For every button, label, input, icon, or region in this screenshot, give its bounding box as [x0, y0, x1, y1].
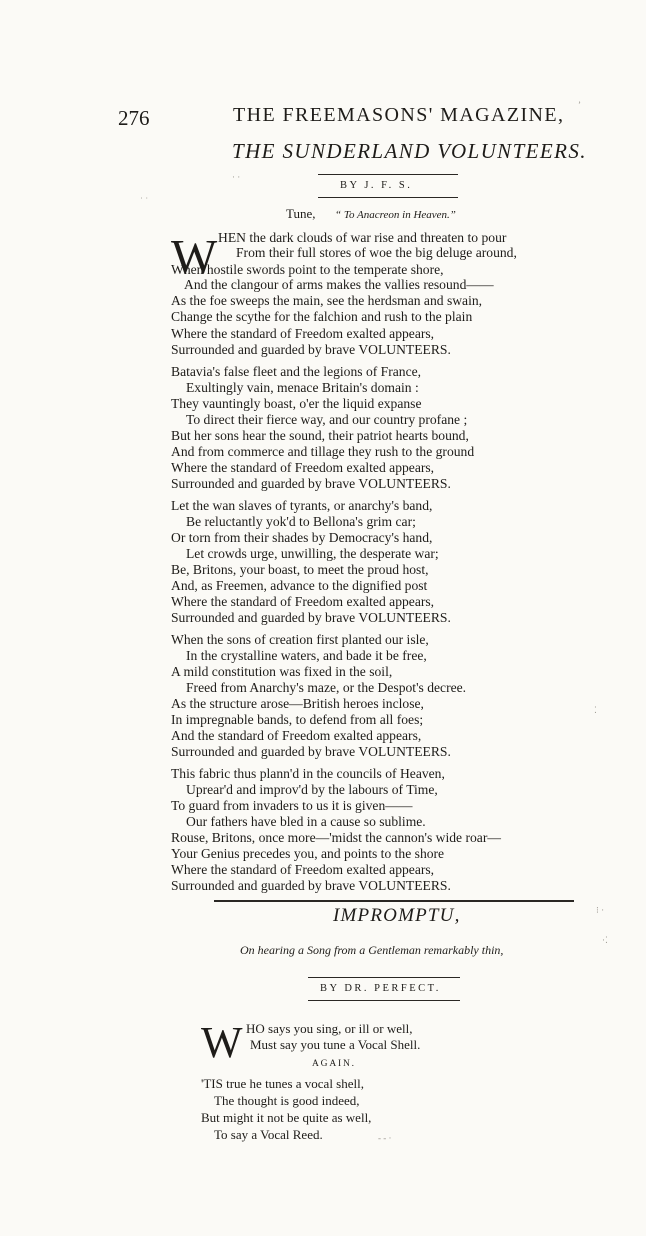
verse-line: A mild constitution was fixed in the soil, — [171, 664, 393, 679]
subtitle-rule — [308, 977, 460, 978]
verse-line: When hostile swords point to the temperate shore, — [171, 262, 444, 277]
poem-byline: BY J. F. S. — [340, 180, 413, 191]
verse-line: They vauntingly boast, o'er the liquid expanse — [171, 396, 422, 411]
poem-title: THE SUNDERLAND VOLUNTEERS. — [232, 139, 587, 163]
tune-name: “ To Anacreon in Heaven.” — [335, 209, 456, 221]
verse-line: But her sons hear the sound, their patriot hearts bound, — [171, 428, 469, 443]
verse-line: Exultingly vain, menace Britain's domain : — [186, 380, 419, 395]
paper-speck: ʼ — [578, 100, 581, 110]
verse-line: Be reluctantly yok'd to Bellona's grim car; — [186, 514, 416, 529]
section-divider — [214, 900, 574, 902]
verse-line: Or torn from their shades by Democracy's hand, — [171, 530, 433, 545]
impromptu-drop-cap: W — [201, 1018, 243, 1067]
paper-speck: · · — [232, 172, 241, 182]
verse-line: Surrounded and guarded by brave VOLUNTEERS. — [171, 878, 451, 893]
tune-label: Tune, — [286, 206, 316, 221]
verse-line: As the structure arose—British heroes inclose, — [171, 696, 424, 711]
impromptu-byline: BY DR. PERFECT. — [320, 983, 441, 994]
verse-line: And from commerce and tillage they rush to the ground — [171, 444, 475, 459]
verse-line: Let crowds urge, unwilling, the desperate war; — [186, 546, 439, 561]
verse-line: Your Genius precedes you, and points to the shore — [171, 846, 445, 861]
verse-line: Where the standard of Freedom exalted appears, — [171, 862, 435, 877]
verse-line: Our fathers have bled in a cause so sublime. — [186, 814, 426, 829]
verse-line: Surrounded and guarded by brave VOLUNTEERS. — [171, 744, 451, 759]
verse-line: Uprear'd and improv'd by the labours of Time, — [186, 782, 438, 797]
paper-speck: ·⁚ — [602, 935, 608, 945]
verse-line: Let the wan slaves of tyrants, or anarchy's band, — [171, 498, 433, 513]
verse-line: HO says you sing, or ill or well, — [246, 1021, 413, 1036]
verse-line: And, as Freemen, advance to the dignified post — [171, 578, 428, 593]
verse-line: In the crystalline waters, and bade it be free, — [186, 648, 427, 663]
verse-line: 'TIS true he tunes a vocal shell, — [201, 1076, 364, 1091]
running-head: THE FREEMASONS' MAGAZINE, — [233, 104, 565, 126]
verse-line: Where the standard of Freedom exalted appears, — [171, 594, 435, 609]
verse-line: To direct their fierce way, and our country profane ; — [186, 412, 468, 427]
verse-line: Surrounded and guarded by brave VOLUNTEERS. — [171, 476, 451, 491]
verse-line: In impregnable bands, to defend from all foes; — [171, 712, 424, 727]
verse-line: Freed from Anarchy's maze, or the Despot's decree. — [186, 680, 467, 695]
byline-rule-2 — [308, 1000, 460, 1001]
impromptu-title: IMPROMPTU, — [333, 905, 461, 926]
paper-speck: ⁝ · — [596, 905, 605, 915]
byline-rule — [318, 197, 458, 198]
paper-speck: - - · — [378, 1133, 392, 1143]
verse-line: When the sons of creation first planted our isle, — [171, 632, 429, 647]
verse-line: Change the scythe for the falchion and rush to the plain — [171, 309, 473, 324]
verse-line: Where the standard of Freedom exalted appears, — [171, 460, 435, 475]
verse-line: Must say you tune a Vocal Shell. — [250, 1037, 421, 1052]
verse-line: And the standard of Freedom exalted appears, — [171, 728, 422, 743]
tune-line — [286, 206, 456, 222]
verse-line: And the clangour of arms makes the vallies resound—— — [184, 277, 494, 292]
verse-line: Surrounded and guarded by brave VOLUNTEERS. — [171, 342, 451, 357]
verse-line: To say a Vocal Reed. — [214, 1127, 323, 1142]
again-label: AGAIN. — [312, 1059, 356, 1069]
verse-line: Surrounded and guarded by brave VOLUNTEERS. — [171, 610, 451, 625]
verse-line: As the foe sweeps the main, see the herdsman and swain, — [171, 293, 483, 308]
verse-line: This fabric thus plann'd in the councils of Heaven, — [171, 766, 445, 781]
paper-speck: ⁚ — [594, 705, 597, 715]
verse-line: HEN the dark clouds of war rise and threaten to pour — [218, 230, 507, 245]
verse-line: Be, Britons, your boast, to meet the proud host, — [171, 562, 429, 577]
verse-line: The thought is good indeed, — [214, 1093, 360, 1108]
page-number: 276 — [118, 106, 150, 130]
verse-line: To guard from invaders to us it is given—— — [171, 798, 413, 813]
drop-cap: W — [171, 229, 218, 284]
verse-line: But might it not be quite as well, — [201, 1110, 372, 1125]
verse-line: From their full stores of woe the big deluge around, — [236, 245, 517, 260]
verse-line: Rouse, Britons, once more—'midst the cannon's wide roar— — [171, 830, 501, 845]
verse-line: Batavia's false fleet and the legions of France, — [171, 364, 422, 379]
paper-speck: ˙ ˙ — [140, 196, 149, 206]
title-rule — [318, 174, 458, 175]
impromptu-subtitle: On hearing a Song from a Gentleman remarkably thin, — [240, 943, 504, 957]
verse-line: Where the standard of Freedom exalted appears, — [171, 326, 435, 341]
